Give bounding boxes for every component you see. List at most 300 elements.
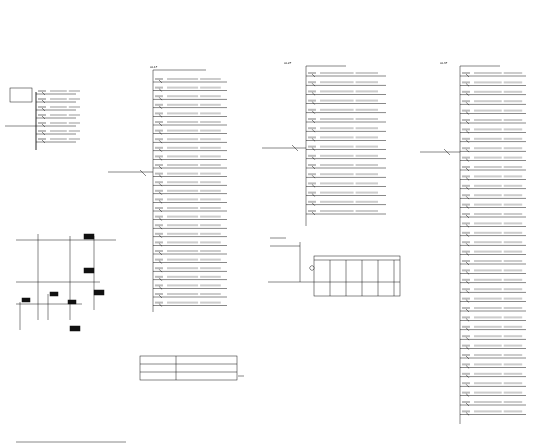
panel-a-circuit-breaker <box>159 149 162 152</box>
panel-a-circuit-cable <box>200 155 221 157</box>
panel-d-circuit-tag <box>38 98 46 100</box>
panel-d-circuit-tag <box>38 138 46 140</box>
panel-a-circuit-cable <box>200 293 221 295</box>
panel-c-circuit-breaker <box>466 253 469 256</box>
panel-c-circuit-cable <box>504 81 522 83</box>
panel-c-circuit-breaker <box>466 224 469 227</box>
wiring-distribution-box <box>314 256 400 296</box>
panel-a-circuit-tag <box>155 181 163 183</box>
panel-a-circuit-spec <box>167 138 198 140</box>
panel-b-circuit-breaker <box>312 83 315 86</box>
panel-b-circuit-cable <box>356 182 378 184</box>
panel-a-circuit-spec <box>167 293 198 295</box>
panel-c-circuit-spec <box>474 194 502 196</box>
panel-c-circuit-tag <box>462 363 470 365</box>
panel-a-circuit-spec <box>167 276 198 278</box>
panel-c-circuit-spec <box>474 363 502 365</box>
panel-c-circuit-breaker <box>466 177 469 180</box>
panel-a-circuit-breaker <box>159 218 162 221</box>
panel-d-circuit-breaker <box>42 132 45 135</box>
panel-c-circuit-tag <box>462 269 470 271</box>
panel-b-circuit-tag <box>308 100 316 102</box>
panel-b-circuit-cable <box>356 164 378 166</box>
panel-b-circuit-spec <box>320 100 354 102</box>
panel-c-circuit-breaker <box>466 318 469 321</box>
panel-b-circuit <box>306 146 386 151</box>
panel-c-circuit-cable <box>504 72 522 74</box>
panel-a-circuit <box>153 78 227 83</box>
panel-c-circuit-cable <box>504 410 522 412</box>
panel-a-circuit-spec <box>167 104 198 106</box>
panel-a-circuit-spec <box>167 216 198 218</box>
panel-c-circuit <box>460 222 526 227</box>
panel-c-circuit-cable <box>504 128 522 130</box>
panel-c-circuit-cable <box>504 363 522 365</box>
panel-a-circuit <box>153 276 227 281</box>
panel-a-circuit-breaker <box>159 132 162 135</box>
panel-c-circuit-breaker <box>466 394 469 397</box>
panel-a-circuit-cable <box>200 233 221 235</box>
panel-c-circuit-spec <box>474 110 502 112</box>
panel-a-circuit-tag <box>155 95 163 97</box>
panel-a-circuit-cable <box>200 78 221 80</box>
panel-d-circuit <box>36 138 80 143</box>
panel-d-circuit <box>36 122 80 127</box>
panel-c-circuit <box>460 288 526 293</box>
panel-c-circuit-breaker <box>466 149 469 152</box>
panel-c-circuit-tag <box>462 91 470 93</box>
panel-c-circuit-breaker <box>466 112 469 115</box>
panel-c-circuit-spec <box>474 138 502 140</box>
panel-a-circuit-breaker <box>159 278 162 281</box>
panel-a-circuit-spec <box>167 173 198 175</box>
panel-c-circuit-cable <box>504 166 522 168</box>
panel-c-circuit <box>460 110 526 115</box>
panel-d-circuit <box>36 130 80 135</box>
panel-b-circuit <box>306 109 386 114</box>
panel-c-circuit <box>460 363 526 368</box>
panel-b-circuit-cable <box>356 210 378 212</box>
panel-b-circuit <box>306 127 386 132</box>
panel-c-circuit-spec <box>474 392 502 394</box>
panel-b-circuit-breaker <box>312 148 315 151</box>
panel-b-circuit-spec <box>320 192 354 194</box>
panel-d-circuit-cable <box>69 98 80 100</box>
panel-c-circuit-breaker <box>466 130 469 133</box>
panel-d-param-box <box>10 88 32 102</box>
panel-a-circuit <box>153 121 227 126</box>
panel-c-circuit-cable <box>504 392 522 394</box>
panel-a-circuit-spec <box>167 302 198 304</box>
panel-a-circuit-cable <box>200 87 221 89</box>
panel-c-circuit-breaker <box>466 300 469 303</box>
panel-d-circuit-breaker <box>42 108 45 111</box>
panel-c-circuit-spec <box>474 288 502 290</box>
panel-b-circuit-cable <box>356 90 378 92</box>
panel-a-circuit-breaker <box>159 200 162 203</box>
panel-c-circuit-tag <box>462 288 470 290</box>
panel-b-circuit-spec <box>320 182 354 184</box>
panel-a-circuit-tag <box>155 233 163 235</box>
panel-c-circuit-cable <box>504 213 522 215</box>
panel-c-circuit-tag <box>462 157 470 159</box>
panel-b-circuit <box>306 155 386 160</box>
panel-c-circuit-breaker <box>466 271 469 274</box>
panel-a-circuit-cable <box>200 198 221 200</box>
panel-c-circuit-tag <box>462 335 470 337</box>
panel-b-circuit-breaker <box>312 111 315 114</box>
panel-a-circuit-spec <box>167 155 198 157</box>
panel-a-circuit <box>153 216 227 221</box>
panel-a-circuit-tag <box>155 138 163 140</box>
riser-diagram <box>16 234 126 442</box>
panel-b-circuit-tag <box>308 192 316 194</box>
panel-b-circuit-tag <box>308 136 316 138</box>
panel-c-circuit-breaker <box>466 243 469 246</box>
panel-c-circuit-cable <box>504 91 522 93</box>
panel-c-circuit-breaker <box>466 375 469 378</box>
panel-c-circuit-spec <box>474 316 502 318</box>
panel-a-circuit-tag <box>155 78 163 80</box>
panel-a-circuit-cable <box>200 130 221 132</box>
panel-c-circuit-cable <box>504 354 522 356</box>
panel-b-circuit-spec <box>320 72 354 74</box>
panel-b-circuit-breaker <box>312 120 315 123</box>
panel-c-circuit <box>460 279 526 284</box>
panel-a-circuit-tag <box>155 190 163 192</box>
panel-a-circuit <box>153 95 227 100</box>
panel-c-circuit-cable <box>504 279 522 281</box>
panel-a-circuit-breaker <box>159 114 162 117</box>
panel-b-circuit-spec <box>320 136 354 138</box>
panel-b-circuit-spec <box>320 155 354 157</box>
panel-a-circuit-spec <box>167 284 198 286</box>
panel-a-circuit-breaker <box>159 97 162 100</box>
riser-panel-block-5 <box>22 298 30 302</box>
panel-c-circuit-spec <box>474 401 502 403</box>
panel-a-circuit-tag <box>155 112 163 114</box>
panel-a-circuit-spec <box>167 87 198 89</box>
panel-c-circuit-spec <box>474 157 502 159</box>
panel-c-circuit-cable <box>504 185 522 187</box>
panel-c-circuit-spec <box>474 72 502 74</box>
panel-b-circuit-breaker <box>312 184 315 187</box>
panel-c-circuit-cable <box>504 110 522 112</box>
panel-c-circuit-breaker <box>466 102 469 105</box>
panel-c-circuit <box>460 157 526 162</box>
panel-c-circuit <box>460 72 526 77</box>
panel-c-circuit-cable <box>504 269 522 271</box>
panel-b-circuit-cable <box>356 146 378 148</box>
panel-b-circuit-tag <box>308 90 316 92</box>
panel-a-circuit-breaker <box>159 235 162 238</box>
panel-a-circuit <box>153 293 227 298</box>
panel-c-circuit <box>460 345 526 350</box>
panel-c-circuit <box>460 251 526 256</box>
panel-a-circuit <box>153 284 227 289</box>
panel-c-circuit-cable <box>504 382 522 384</box>
panel-a-circuit-tag <box>155 173 163 175</box>
panel-a-circuit-tag <box>155 284 163 286</box>
panel-c-circuit-spec <box>474 204 502 206</box>
panel-a-circuit-spec <box>167 130 198 132</box>
panel-c-circuit-spec <box>474 241 502 243</box>
panel-b-circuit-breaker <box>312 157 315 160</box>
panel-c-circuit-spec <box>474 100 502 102</box>
panel-a-circuit-tag <box>155 130 163 132</box>
panel-c-circuit <box>460 354 526 359</box>
panel-a-circuit-tag <box>155 224 163 226</box>
panel-a-circuit <box>153 267 227 272</box>
panel-a-circuit-breaker <box>159 243 162 246</box>
panel-c-circuit-tag <box>462 410 470 412</box>
panel-c-diagram <box>420 66 526 424</box>
panel-c-circuit <box>460 382 526 387</box>
panel-c-circuit-breaker <box>466 140 469 143</box>
panel-c-circuit-cable <box>504 307 522 309</box>
panel-c-circuit-breaker <box>466 290 469 293</box>
panel-d-circuit-spec <box>50 138 67 140</box>
panel-c-circuit <box>460 307 526 312</box>
panel-c-circuit <box>460 91 526 96</box>
wiring-diagram <box>268 238 400 296</box>
panel-c-circuit-tag <box>462 232 470 234</box>
panel-a-circuit-breaker <box>159 183 162 186</box>
panel-c-circuit-cable <box>504 288 522 290</box>
panel-a-circuit-cable <box>200 224 221 226</box>
panel-c-circuit-cable <box>504 241 522 243</box>
panel-a-circuit-rows <box>153 78 227 307</box>
riser-panel-block-3 <box>50 292 58 296</box>
panel-a-circuit <box>153 207 227 212</box>
panel-c-circuit-tag <box>462 72 470 74</box>
panel-d-circuit-tag <box>38 90 46 92</box>
panel-a-circuit-cable <box>200 259 221 261</box>
panel-a-circuit-breaker <box>159 157 162 160</box>
panel-b-circuit-breaker <box>312 102 315 105</box>
panel-c-circuit <box>460 119 526 124</box>
panel-c-circuit <box>460 185 526 190</box>
panel-b-circuit-tag <box>308 173 316 175</box>
panel-c-circuit-cable <box>504 222 522 224</box>
panel-c-circuit-breaker <box>466 206 469 209</box>
panel-a-circuit <box>153 302 227 307</box>
panel-c-circuit-tag <box>462 204 470 206</box>
panel-c-circuit-spec <box>474 335 502 337</box>
panel-c-circuit <box>460 335 526 340</box>
panel-c-circuit <box>460 316 526 321</box>
panel-c-circuit-breaker <box>466 215 469 218</box>
panel-c-circuit <box>460 241 526 246</box>
panel-b-circuit-spec <box>320 118 354 120</box>
panel-d-circuit-cable <box>69 138 80 140</box>
panel-c-circuit-breaker <box>466 121 469 124</box>
panel-b-circuit-tag <box>308 201 316 203</box>
panel-d-circuit-rows <box>36 90 80 143</box>
panel-c-circuit <box>460 213 526 218</box>
panel-a-circuit-spec <box>167 267 198 269</box>
panel-c-circuit-spec <box>474 279 502 281</box>
panel-a-circuit-cable <box>200 250 221 252</box>
panel-c-circuit-spec <box>474 81 502 83</box>
panel-c-circuit-breaker <box>466 74 469 77</box>
panel-b-circuit-breaker <box>312 203 315 206</box>
panel-c-circuit-breaker <box>466 309 469 312</box>
panel-b-circuit-cable <box>356 100 378 102</box>
panel-c-circuit-cable <box>504 175 522 177</box>
panel-a-circuit-cable <box>200 95 221 97</box>
panel-c-circuit-spec <box>474 222 502 224</box>
panel-a-circuit-spec <box>167 250 198 252</box>
panel-c-circuit-tag <box>462 81 470 83</box>
panel-b-circuit-cable <box>356 192 378 194</box>
panel-a-circuit-breaker <box>159 175 162 178</box>
panel-c-circuit <box>460 81 526 86</box>
panel-a-circuit <box>153 155 227 160</box>
panel-a-circuit-tag <box>155 241 163 243</box>
panel-a-circuit <box>153 164 227 169</box>
panel-a-circuit-tag <box>155 87 163 89</box>
panel-c-circuit-cable <box>504 316 522 318</box>
panel-c-circuit-cable <box>504 326 522 328</box>
riser-panel-block-4 <box>68 300 76 304</box>
panel-d-circuit <box>36 90 80 95</box>
panel-c-circuit-cable <box>504 298 522 300</box>
panel-a-circuit-cable <box>200 138 221 140</box>
panel-c-circuit-spec <box>474 382 502 384</box>
panel-c-circuit-breaker <box>466 347 469 350</box>
panel-a-circuit <box>153 112 227 117</box>
panel-a-circuit-breaker <box>159 286 162 289</box>
panel-b-circuit <box>306 182 386 187</box>
panel-c-circuit-tag <box>462 316 470 318</box>
panel-b-circuit <box>306 72 386 77</box>
panel-a-circuit <box>153 181 227 186</box>
panel-c-circuit-spec <box>474 326 502 328</box>
riser-panel-block-1 <box>84 234 94 239</box>
panel-c-circuit <box>460 401 526 406</box>
panel-a-diagram <box>108 70 227 312</box>
panel-b-circuit <box>306 100 386 105</box>
panel-c-circuit-tag <box>462 194 470 196</box>
panel-c-circuit-cable <box>504 401 522 403</box>
panel-a-id: AL1F <box>150 65 158 69</box>
panel-c-circuit-spec <box>474 345 502 347</box>
panel-b-id: AL2F <box>284 61 292 65</box>
panel-a-circuit-breaker <box>159 252 162 255</box>
panel-a-circuit <box>153 198 227 203</box>
panel-b-circuit-tag <box>308 182 316 184</box>
panel-a-circuit-cable <box>200 181 221 183</box>
panel-b-circuit-breaker <box>312 166 315 169</box>
panel-b-circuit-spec <box>320 201 354 203</box>
panel-b-circuit-breaker <box>312 194 315 197</box>
legend-frame <box>140 356 237 380</box>
panel-b-circuit-cable <box>356 155 378 157</box>
panel-c-circuit-breaker <box>466 281 469 284</box>
panel-c-circuit-breaker <box>466 384 469 387</box>
panel-d-circuit-breaker <box>42 100 45 103</box>
panel-c-circuit-spec <box>474 298 502 300</box>
panel-c-circuit-spec <box>474 166 502 168</box>
panel-c-circuit <box>460 232 526 237</box>
panel-b-diagram <box>262 66 386 226</box>
panel-a-circuit-cable <box>200 276 221 278</box>
panel-b-circuit-tag <box>308 118 316 120</box>
panel-c-circuit-spec <box>474 232 502 234</box>
legend-table <box>140 356 244 380</box>
panel-d-circuit-spec <box>50 122 67 124</box>
panel-a-circuit-spec <box>167 164 198 166</box>
panel-d-circuit-cable <box>69 106 80 108</box>
panel-a-circuit-tag <box>155 147 163 149</box>
panel-a-circuit-tag <box>155 250 163 252</box>
panel-c-circuit-cable <box>504 204 522 206</box>
panel-c-circuit-tag <box>462 241 470 243</box>
panel-a-circuit-spec <box>167 78 198 80</box>
panel-b-circuit-breaker <box>312 138 315 141</box>
panel-c-circuit-cable <box>504 100 522 102</box>
panel-b-circuit-spec <box>320 109 354 111</box>
panel-b-circuit <box>306 136 386 141</box>
panel-c-circuit <box>460 298 526 303</box>
panel-b-circuit-breaker <box>312 129 315 132</box>
panel-a-circuit <box>153 224 227 229</box>
panel-c-circuit-spec <box>474 410 502 412</box>
panel-b-circuit-spec <box>320 127 354 129</box>
panel-b-circuit-rows <box>306 72 386 215</box>
panel-c-circuit <box>460 138 526 143</box>
panel-c-circuit-tag <box>462 119 470 121</box>
panel-d-circuit <box>36 106 80 111</box>
panel-a-circuit <box>153 259 227 264</box>
panel-a-circuit-tag <box>155 276 163 278</box>
panel-a-circuit-cable <box>200 121 221 123</box>
panel-c-circuit-tag <box>462 326 470 328</box>
panel-c-circuit-breaker <box>466 403 469 406</box>
panel-c-circuit-breaker <box>466 93 469 96</box>
panel-c-circuit-cable <box>504 373 522 375</box>
panel-c-circuit <box>460 147 526 152</box>
panel-a-circuit-spec <box>167 207 198 209</box>
panel-b-circuit <box>306 164 386 169</box>
panel-a-circuit-cable <box>200 241 221 243</box>
panel-c-circuit-tag <box>462 401 470 403</box>
panel-a-circuit-cable <box>200 147 221 149</box>
panel-a-circuit-cable <box>200 112 221 114</box>
panel-a-circuit-spec <box>167 121 198 123</box>
panel-c-circuit-tag <box>462 345 470 347</box>
panel-b-circuit <box>306 118 386 123</box>
panel-a-circuit-spec <box>167 95 198 97</box>
panel-a-circuit-spec <box>167 147 198 149</box>
panel-a-circuit <box>153 190 227 195</box>
panel-c-circuit-tag <box>462 354 470 356</box>
panel-d-circuit-breaker <box>42 92 45 95</box>
panel-a-circuit-cable <box>200 164 221 166</box>
panel-d-circuit-spec <box>50 114 67 116</box>
panel-c-circuit <box>460 204 526 209</box>
panel-b-circuit-spec <box>320 90 354 92</box>
panel-a-circuit-spec <box>167 181 198 183</box>
panel-a-circuit-cable <box>200 284 221 286</box>
panel-c-circuit-tag <box>462 175 470 177</box>
panel-b-circuit-tag <box>308 155 316 157</box>
panel-c-circuit-spec <box>474 269 502 271</box>
panel-c-circuit-spec <box>474 185 502 187</box>
panel-c-circuit-cable <box>504 157 522 159</box>
panel-c-circuit-cable <box>504 232 522 234</box>
